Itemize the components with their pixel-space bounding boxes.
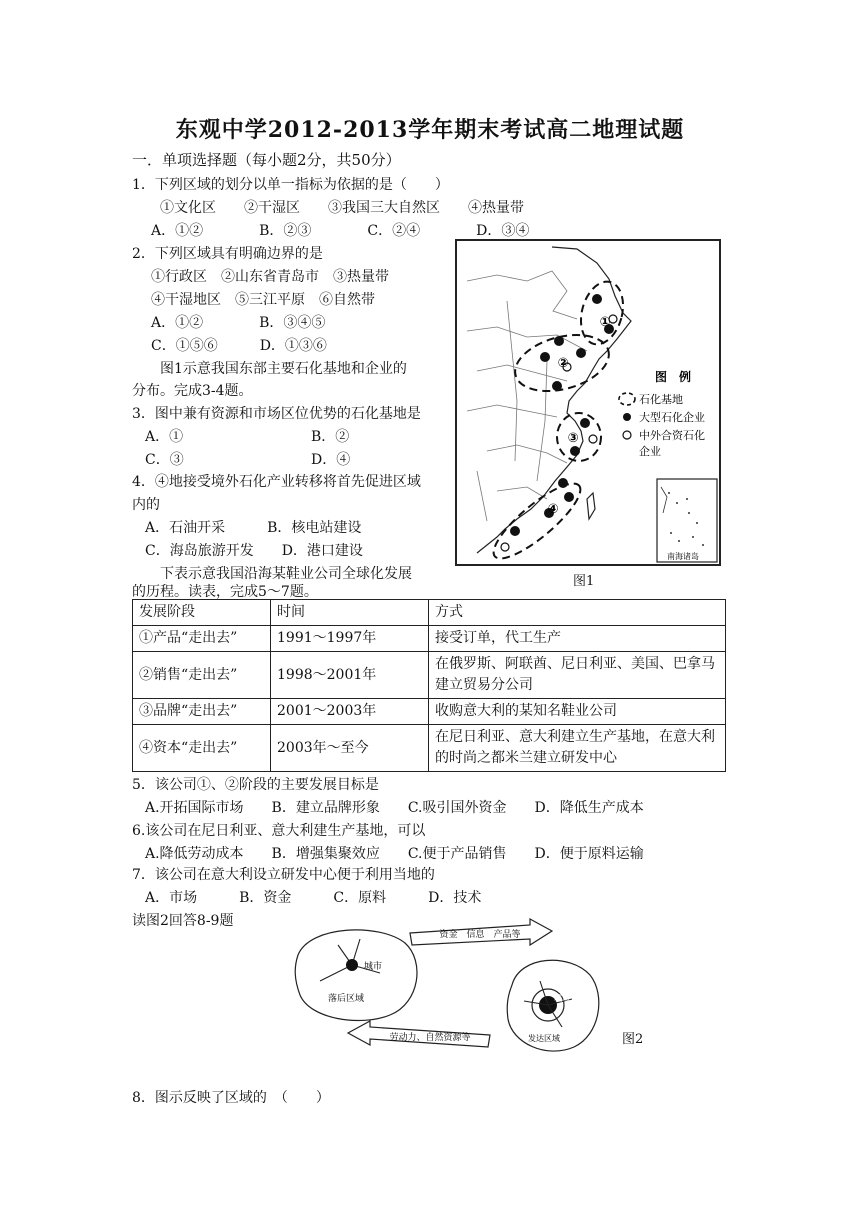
backward-city-label: 城市	[364, 962, 383, 972]
q8-stem: 8．图示反映了区域的 （ ）	[132, 1090, 330, 1106]
large-enterprises	[510, 294, 614, 536]
q3-option-c: C．③	[145, 452, 184, 468]
figure-1-caption: 图1	[573, 574, 595, 589]
q7-options: A．市场 B．资金 C．原料 D．技术	[145, 890, 482, 906]
base-label-4: ④	[547, 502, 559, 517]
table-cell: 收购意大利的某知名鞋业公司	[429, 699, 726, 725]
base-label-3: ③	[567, 431, 579, 446]
q3-option-a: A．①	[145, 429, 184, 445]
q4-stem-1: 4．④地接受境外石化产业转移将首先促进区域	[132, 474, 421, 490]
legend-base-symbol	[619, 393, 635, 405]
developed-region-links	[524, 981, 572, 1027]
figure-2-caption: 图2	[622, 1032, 644, 1047]
base-label-2: ②	[557, 356, 569, 371]
south-china-sea-inset	[657, 479, 717, 562]
legend-jv-label-2: 企业	[639, 445, 661, 458]
q4-stem-2: 内的	[132, 497, 160, 513]
table-row	[133, 626, 726, 652]
province-borders	[467, 271, 587, 521]
inset-label: 南海诸岛	[667, 552, 699, 561]
bottom-flow-label: 劳动力、自然资源等	[389, 1033, 471, 1043]
q2-stem: 2．下列区域具有明确边界的是	[132, 246, 323, 262]
table-cell: 1991～1997年	[271, 626, 429, 652]
table-cell: 在俄罗斯、阿联酋、尼日利亚、美国、巴拿马建立贸易分公司	[429, 652, 726, 699]
q3-option-d: D．④	[311, 452, 351, 468]
figure-1-map	[455, 239, 721, 566]
legend-large-label: 大型石化企业	[639, 411, 705, 424]
q3-stem: 3．图中兼有资源和市场区位优势的石化基地是	[132, 406, 421, 422]
q2-options-2: C．①⑤⑥ D．①③⑥	[151, 338, 327, 354]
table-row	[133, 725, 726, 772]
developed-region-label: 发达区域	[528, 1034, 560, 1043]
backward-region-label: 落后区域	[328, 994, 365, 1004]
table-cell: 1998～2001年	[271, 652, 429, 699]
table-cell: ②销售“走出去”	[133, 652, 271, 699]
developed-city-label: 城市	[554, 994, 570, 1003]
q2-options-1: A．①② B．③④⑤	[151, 315, 326, 331]
backward-region-outline	[295, 930, 417, 1021]
page-title: 东观中学2012-2013学年期末考试高二地理试题	[175, 117, 685, 143]
backward-city-node	[346, 959, 358, 971]
q2-items-2: ④干湿地区 ⑤三江平原 ⑥自然带	[151, 292, 375, 308]
table-header-row	[133, 600, 726, 626]
q1-items: ①文化区 ②干湿区 ③我国三大自然区 ④热量带	[160, 200, 524, 216]
table-cell: ③品牌“走出去”	[133, 699, 271, 725]
q4-options-2: C．海岛旅游开发 D．港口建设	[145, 543, 363, 559]
top-flow-label: 资金 信息 产品等	[439, 930, 521, 940]
legend-large-symbol	[623, 413, 631, 421]
legend-jv-label-1: 中外合资石化	[639, 429, 705, 442]
q2-items-1: ①行政区 ②山东省青岛市 ③热量带	[151, 269, 389, 285]
legend-base-label: 石化基地	[639, 393, 683, 406]
table-row	[133, 652, 726, 699]
table-header: 时间	[271, 600, 429, 626]
table-cell: 2001～2003年	[271, 699, 429, 725]
table-header: 发展阶段	[133, 600, 271, 626]
legend-title: 图 例	[655, 370, 692, 384]
legend-jv-symbol	[623, 431, 631, 439]
base-label-1: ①	[599, 315, 611, 330]
q7-stem: 7．该公司在意大利设立研发中心便于利用当地的	[132, 867, 435, 883]
table-intro-1: 下表示意我国沿海某鞋业公司全球化发展	[160, 566, 412, 582]
table-cell: 在尼日利亚、意大利建立生产基地，在意大利的时尚之都米兰建立研发中心	[429, 725, 726, 772]
table-cell: 接受订单，代工生产	[429, 626, 726, 652]
table-cell: 2003年～至今	[271, 725, 429, 772]
section-heading: 一．单项选择题（每小题2分，共50分）	[132, 151, 401, 169]
q3-option-b: B．②	[311, 429, 350, 445]
fig2-intro: 读图2回答8-9题	[132, 913, 234, 929]
table-header: 方式	[429, 600, 726, 626]
q4-options-1: A．石油开采 B．核电站建设	[145, 520, 362, 536]
table-cell: ④资本“走出去”	[133, 725, 271, 772]
q5-stem: 5．该公司①、②阶段的主要发展目标是	[132, 777, 379, 793]
table-cell: ①产品“走出去”	[133, 626, 271, 652]
fig1-intro-2: 分布。完成3-4题。	[132, 383, 253, 399]
joint-venture-enterprises	[501, 315, 617, 551]
q6-options: A.降低劳动成本 B．增强集聚效应 C.便于产品销售 D．便于原料运输	[145, 846, 644, 862]
fig1-intro-1: 图1示意我国东部主要石化基地和企业的	[160, 361, 407, 377]
q1-stem: 1．下列区域的划分以单一指标为依据的是（ ）	[132, 177, 449, 193]
figure-2-diagram	[290, 915, 610, 1065]
development-table	[132, 599, 726, 772]
taiwan-island	[587, 493, 595, 519]
q5-options: A.开拓国际市场 B．建立品牌形象 C.吸引国外资金 D．降低生产成本	[145, 800, 644, 816]
map-drawing	[457, 241, 719, 564]
q1-options: A．①② B．②③ C．②④ D．③④	[151, 223, 530, 239]
table-intro-2: 的历程。读表，完成5～7题。	[132, 584, 318, 600]
map-legend	[619, 369, 705, 458]
table-row	[133, 699, 726, 725]
q6-stem: 6.该公司在尼日利亚、意大利建生产基地，可以	[132, 823, 426, 839]
